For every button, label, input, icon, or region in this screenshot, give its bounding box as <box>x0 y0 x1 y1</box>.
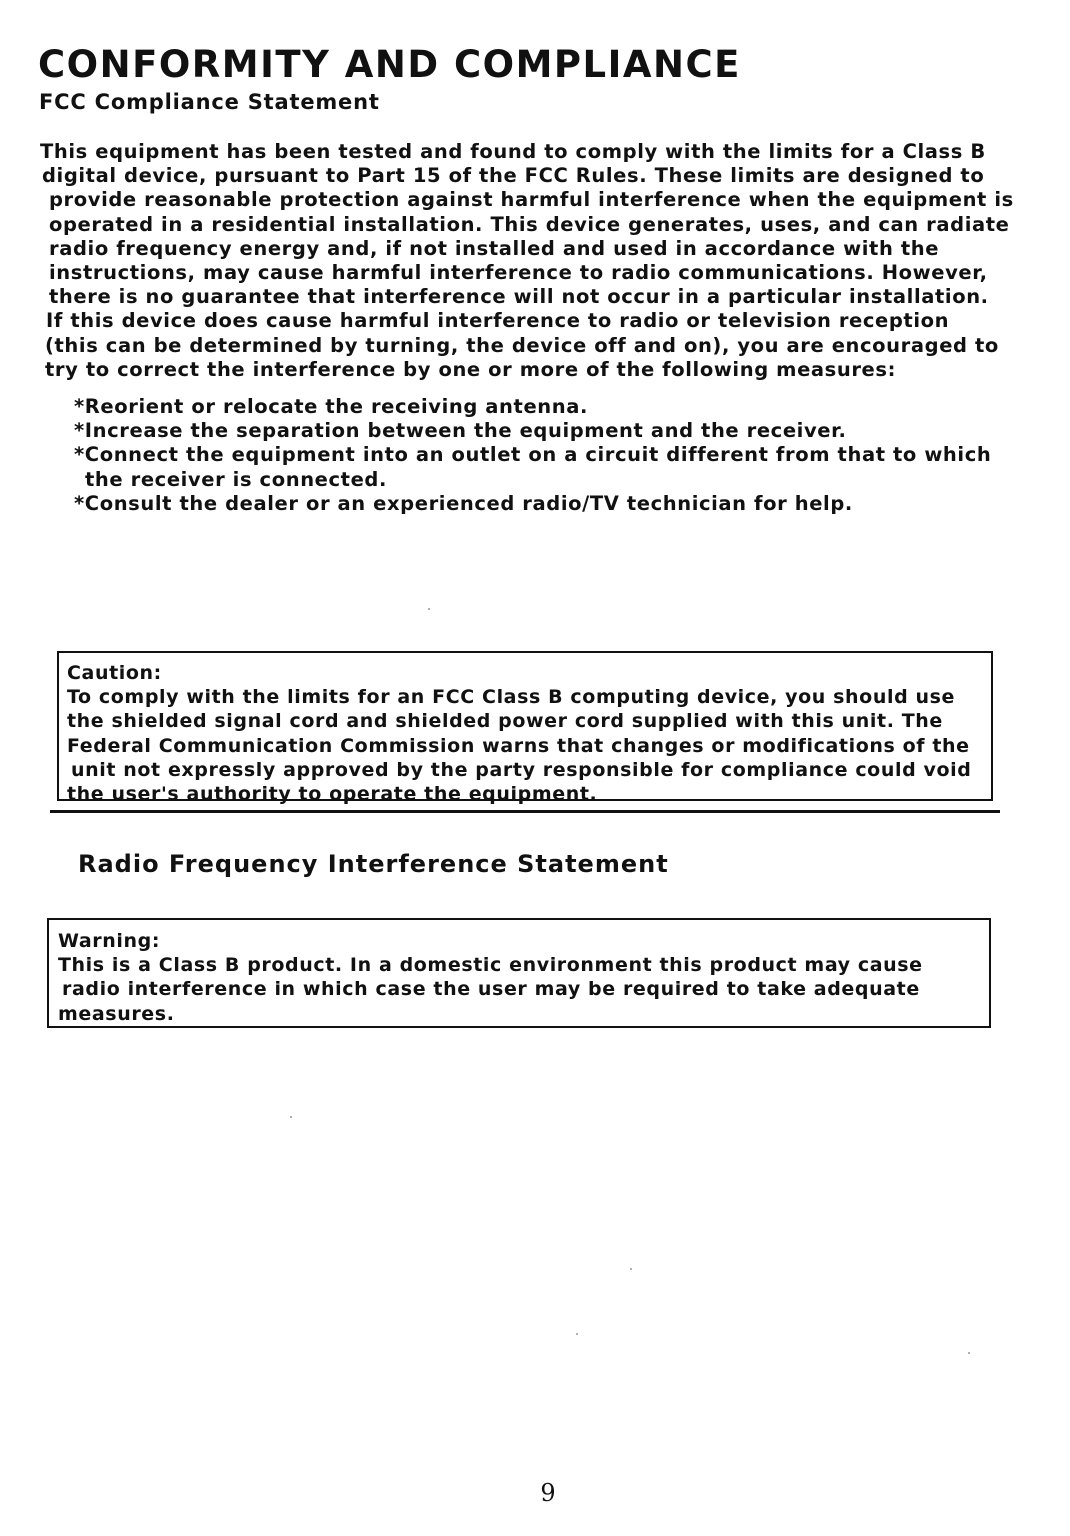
paragraph-line: provide reasonable protection against harmful interference when the equipment is <box>49 188 1014 212</box>
fcc-statement-paragraph <box>40 140 1014 382</box>
scan-speck <box>428 608 430 610</box>
warning-line: radio interference in which case the user may be required to take adequate <box>62 978 920 1001</box>
page-title: CONFORMITY AND COMPLIANCE <box>38 43 741 86</box>
measure-item <box>74 419 1014 443</box>
measure-item <box>74 443 1014 491</box>
caution-line: To comply with the limits for an FCC Class B computing device, you should use <box>67 686 956 709</box>
measure-item <box>74 395 1014 419</box>
scan-speck <box>576 1333 578 1335</box>
measure-text: *Consult the dealer or an experienced radio/TV technician for help. <box>74 491 853 515</box>
caution-line: the user's authority to operate the equipment. <box>67 783 598 806</box>
caution-line: Federal Communication Commission warns that changes or modifications of the <box>67 734 970 757</box>
warning-label: Warning: <box>58 930 161 952</box>
scan-speck <box>968 1352 970 1354</box>
paragraph-line: try to correct the interference by one or more of the following measures: <box>45 357 896 381</box>
measure-continuation: the receiver is connected. <box>85 467 387 491</box>
page-number: 9 <box>540 1479 556 1507</box>
measure-text: *Reorient or relocate the receiving antenna. <box>74 395 589 418</box>
measure-item <box>74 492 1014 516</box>
measures-list <box>74 395 1014 516</box>
warning-line: This is a Class B product. In a domestic environment this product may cause <box>58 954 923 977</box>
paragraph-line: operated in a residential installation. This device generates, uses, and can radiate <box>49 212 1010 236</box>
caution-box <box>57 651 993 806</box>
scan-speck <box>290 1116 292 1118</box>
rf-section-heading: Radio Frequency Interference Statement <box>78 850 669 878</box>
section-subtitle: FCC Compliance Statement <box>39 90 380 114</box>
paragraph-line: This equipment has been tested and found to comply with the limits for a Class B <box>40 140 986 163</box>
warning-line: measures. <box>58 1002 175 1025</box>
warning-box <box>47 918 991 1028</box>
measure-text: *Increase the separation between the equipment and the receiver. <box>74 419 847 443</box>
scan-speck <box>630 1268 632 1270</box>
paragraph-line: (this can be determined by turning, the device off and on), you are encouraged to <box>45 333 999 357</box>
caution-divider <box>50 810 1000 813</box>
paragraph-line: radio frequency energy and, if not installed and used in accordance with the <box>49 236 940 260</box>
paragraph-line: digital device, pursuant to Part 15 of the FCC Rules. These limits are designed to <box>42 164 985 188</box>
caution-line: the shielded signal cord and shielded power cord supplied with this unit. The <box>67 710 943 733</box>
paragraph-line: there is no guarantee that interference will not occur in a particular installation. <box>49 285 989 309</box>
measure-text: *Connect the equipment into an outlet on a circuit different from that to which <box>74 443 992 467</box>
paragraph-line: instructions, may cause harmful interference to radio communications. However, <box>49 261 988 285</box>
paragraph-line: If this device does cause harmful interference to radio or television reception <box>46 309 950 333</box>
caution-line: unit not expressly approved by the party responsible for compliance could void <box>71 758 972 781</box>
caution-label: Caution: <box>67 662 162 684</box>
